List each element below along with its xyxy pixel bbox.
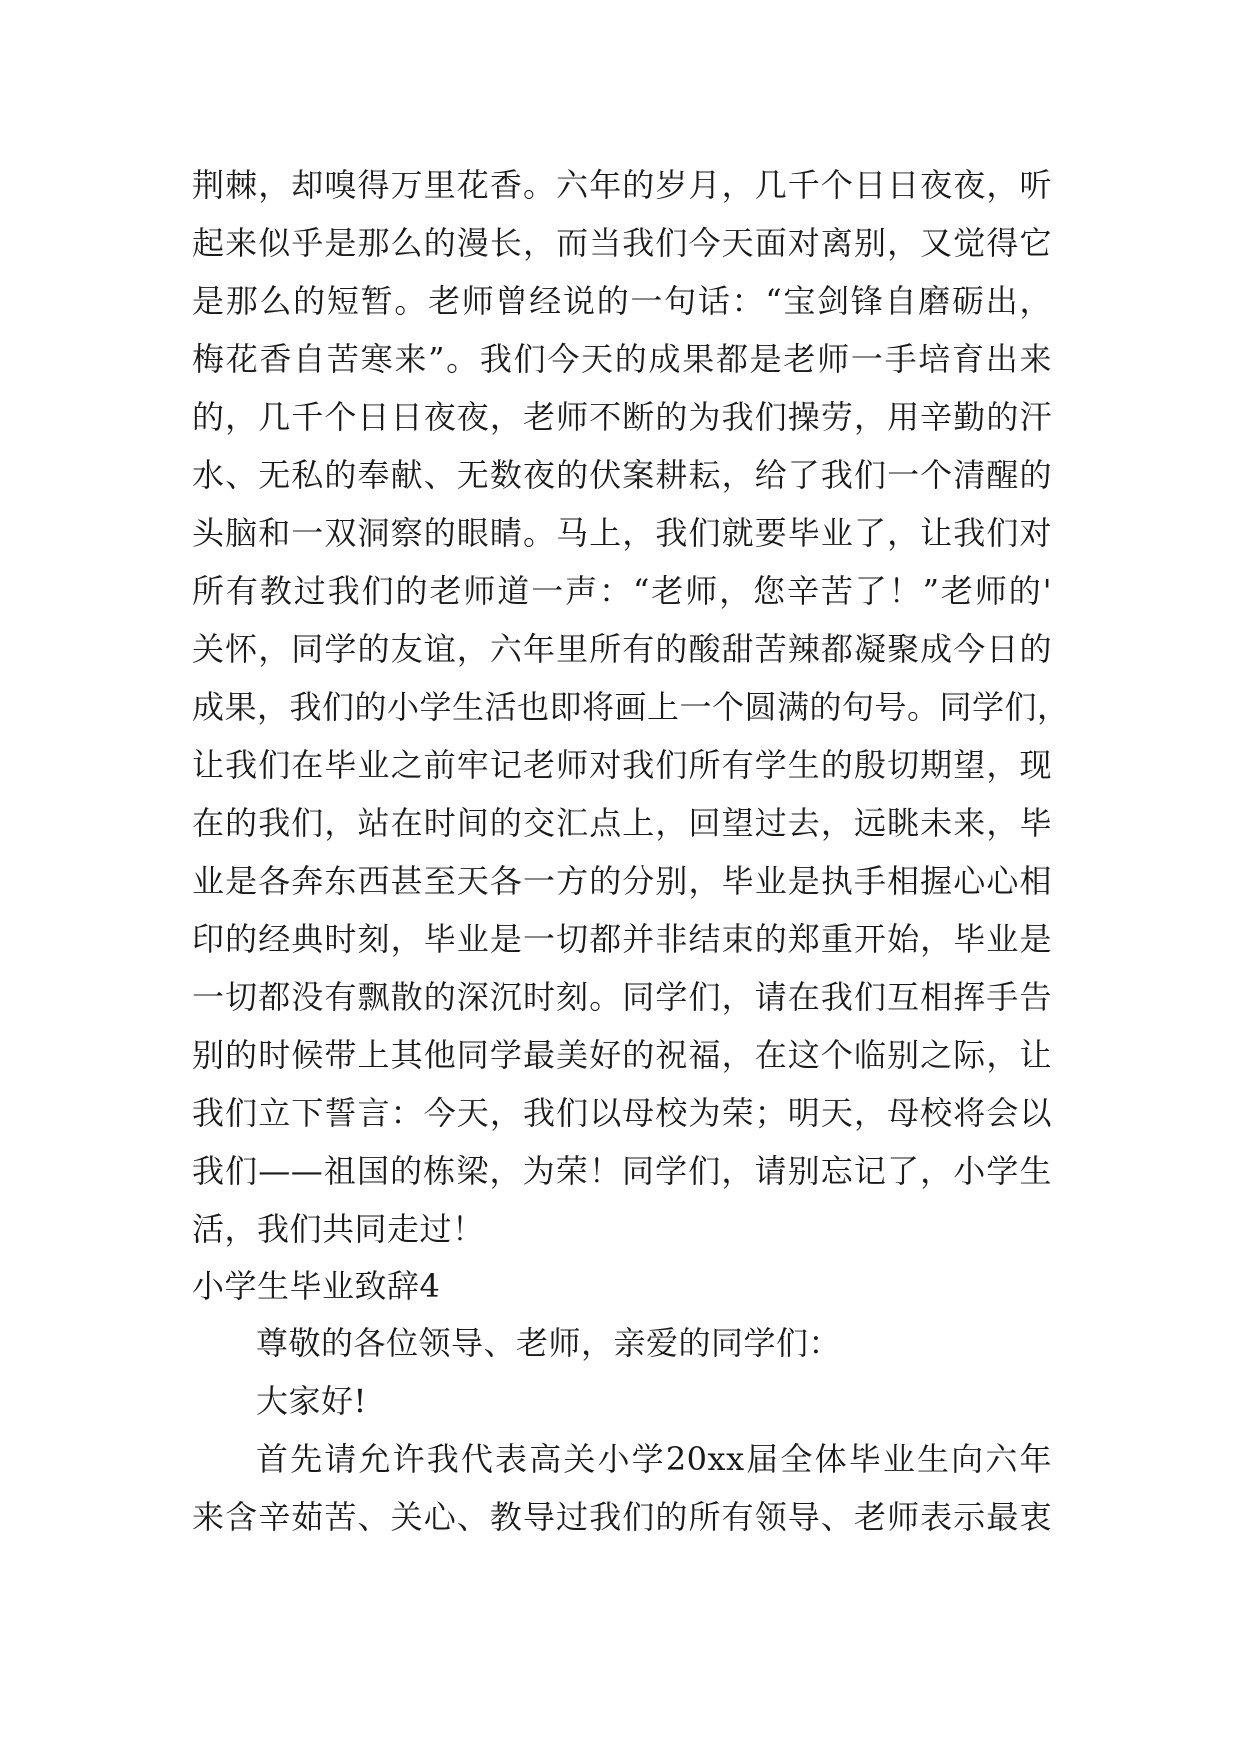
hello-line: 大家好!	[256, 1382, 367, 1420]
text-line: 业是各奔东西甚至天各一方的分别，毕业是执手相握心心相	[192, 862, 1052, 900]
text-line: 我们——祖国的栋梁，为荣！同学们，请别忘记了，小学生	[192, 1152, 1052, 1190]
text-line: 梅花香自苦寒来”。我们今天的成果都是老师一手培育出来	[192, 340, 1052, 378]
text-line: 来含辛茹苦、关心、教导过我们的所有领导、老师表示最衷	[192, 1498, 1052, 1536]
text-line: 我们立下誓言：今天，我们以母校为荣；明天，母校将会以	[192, 1094, 1052, 1132]
text-line: 水、无私的奉献、无数夜的伏案耕耘，给了我们一个清醒的	[192, 456, 1052, 494]
text-line: 荆棘，却嗅得万里花香。六年的岁月，几千个日日夜夜，听	[192, 166, 1052, 204]
text-line: 的，几千个日日夜夜，老师不断的为我们操劳，用辛勤的汗	[192, 398, 1052, 436]
greeting-line: 尊敬的各位领导、老师，亲爱的同学们：	[256, 1324, 842, 1362]
text-line: 头脑和一双洞察的眼睛。马上，我们就要毕业了，让我们对	[192, 514, 1052, 552]
section-heading: 小学生毕业致辞4	[192, 1267, 441, 1305]
text-line: 起来似乎是那么的漫长，而当我们今天面对离别，又觉得它	[192, 224, 1052, 262]
text-line: 印的经典时刻，毕业是一切都并非结束的郑重开始，毕业是	[192, 920, 1052, 958]
paragraph	[192, 1430, 1052, 1546]
text-line: 在的我们，站在时间的交汇点上，回望过去，远眺未来，毕	[192, 804, 1052, 842]
text-line: 是那么的短暂。老师曾经说的一句话：“宝剑锋自磨砺出，	[192, 282, 1052, 320]
text-line: 首先请允许我代表高关小学20xx届全体毕业生向六年	[256, 1440, 1052, 1478]
text-line: 别的时候带上其他同学最美好的祝福，在这个临别之际，让	[192, 1036, 1052, 1074]
text-line: 活，我们共同走过！	[192, 1210, 485, 1248]
text-line: 一切都没有飘散的深沉时刻。同学们，请在我们互相挥手告	[192, 978, 1052, 1016]
text-line: 关怀，同学的友谊，六年里所有的酸甜苦辣都凝聚成今日的	[192, 630, 1052, 668]
paragraph	[192, 156, 1070, 1258]
document-body	[192, 156, 1070, 1546]
text-line: 成果，我们的小学生活也即将画上一个圆满的句号。同学们，	[192, 688, 1070, 726]
text-line: 所有教过我们的老师道一声：“老师，您辛苦了！”老师的'	[192, 572, 1052, 610]
text-line: 让我们在毕业之前牢记老师对我们所有学生的殷切期望，现	[192, 746, 1052, 784]
